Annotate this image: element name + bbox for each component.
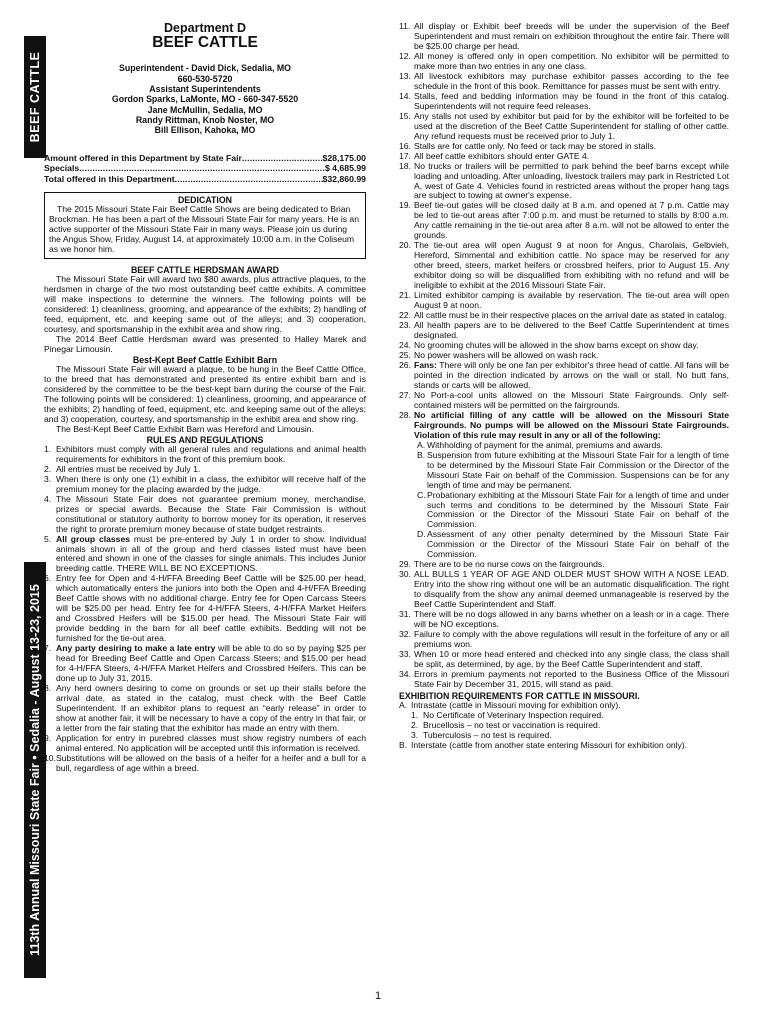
side-tab-beef-cattle — [24, 36, 46, 158]
rule-number: 14. — [399, 90, 411, 101]
rule-text: No power washers will be allowed on wash rack. — [414, 349, 599, 360]
rule-item — [399, 321, 729, 341]
rule-text: All cattle must be in their respective places on the arrival date as stated in catalog. — [414, 310, 727, 321]
amount-label: Total offered in this Department — [44, 173, 175, 184]
rule-item — [44, 495, 366, 535]
item-text: Intrastate (cattle in Missouri moving for exhibition only). — [411, 700, 621, 711]
rule-number: 4. — [44, 493, 52, 504]
amount-value: $28,175.00 — [322, 153, 366, 164]
rule-text: Stalls are for cattle only. No feed or tack may be stored in stalls. — [414, 140, 657, 151]
rule-number: 9. — [44, 732, 52, 743]
barn-paragraph: The Missouri State Fair will award a plaque, to be hung in the Beef Cattle Office, to the breed that has demonstrated and presented its entire exhibit barn and is considered by the committee to be the best-kept barn during the course of the Fair. The following points will be considered: 1) cleanliness, grooming, and appearance of the exhibits; 2) handling of feed, equipment, etc. and keeping same out of the alleys; and 3) cooperation, courtesy, and sportsmanship in the exhibit area and show ring. — [44, 363, 366, 424]
rule-number: 20. — [399, 240, 411, 251]
rule-number: 17. — [399, 150, 411, 161]
rule-text: No trucks or trailers will be permitted to park behind the beef barns except while loading and unloading. After unloading, livestock trailers may park in Restricted Lot A, west of Gate 4. Vehicles found in restricted areas without the proper hang tags are subject to towing at owner's expense. — [414, 160, 729, 201]
right-column — [399, 22, 729, 751]
rule-item — [399, 52, 729, 72]
rule-item — [417, 451, 729, 491]
rule-number: 30. — [399, 569, 411, 580]
rule-item — [399, 570, 729, 610]
item-marker: 3. — [411, 730, 419, 741]
rule-number: 7. — [44, 643, 52, 654]
rule-text: Exhibitors must comply with all general rules and regulations and animal health requirements for exhibitors in the front of this premium book. — [56, 443, 366, 464]
rules-list-left — [44, 445, 366, 774]
side-tab-label: BEEF CATTLE — [27, 51, 42, 143]
rule-item — [44, 644, 366, 684]
item-marker: B. — [399, 739, 408, 750]
rule-text: Withholding of payment for the animal, premiums and awards. — [427, 439, 663, 450]
rule-number: 19. — [399, 200, 411, 211]
rule-number: 16. — [399, 140, 411, 151]
rule-text: The tie-out area will open August 9 at noon for Angus, Charolais, Gelbvieh, Hereford, Simmental and exhibition cattle. No space may be reserved for any other breed, steers, market heifers or crossbred heifers, prior to August 15. Any exhibitor doing so will be disqualified from exhibiting with no refund and will be ineligible to exhibit at the 2016 Missouri State Fair. — [414, 240, 729, 291]
rule-number: 10. — [44, 752, 56, 763]
rule-text: Failure to comply with the above regulations will result in the forfeiture of any or all premiums won. — [414, 629, 729, 650]
rule-number: C. — [417, 489, 426, 500]
page-number: 1 — [375, 990, 382, 1002]
amount-row — [44, 163, 366, 173]
staff-line: Bill Ellison, Kahoka, MO — [154, 125, 256, 136]
rule-text: Assessment of any other penalty determined by the Missouri State Fair Commission or the Director of the Missouri State Fair on behalf of the Commission. — [427, 529, 729, 560]
staff-line: Jane McMullin, Sedalia, MO — [147, 104, 263, 115]
rule-number: 18. — [399, 160, 411, 171]
rule-number: 34. — [399, 668, 411, 679]
rule-text: All entries must be received by July 1. — [56, 463, 201, 474]
rule-number: 5. — [44, 533, 52, 544]
herdsman-paragraph: The 2014 Beef Cattle Herdsman award was presented to Halley Marek and Pinegar Limousin. — [44, 333, 366, 354]
rule-text — [56, 644, 366, 684]
exhibition-item — [399, 741, 729, 751]
rule-item — [44, 475, 366, 495]
rule-text: Stalls, feed and bedding information may be found in the front of this catalog. Superintendents will not require feed releases. — [414, 90, 729, 111]
rule-item — [399, 241, 729, 291]
rule-text: There will be no dogs allowed in any barns whether on a leash or in a cage. There will be NO exceptions. — [414, 609, 729, 630]
rule-number: 32. — [399, 629, 411, 640]
dedication-text: The 2015 Missouri State Fair Beef Cattle Shows are being dedicated to Brian Brockman. He has been a part of the Missouri State Fair for many years. He is an active supporter of the Missouri State Fair in many ways. Please join us during the Angus Show, Friday, August 14, at approximately 10:00 a.m. in the Coliseum as we honor him. — [49, 203, 359, 254]
rule-text — [414, 411, 729, 441]
rules-heading: RULES AND REGULATIONS — [146, 434, 264, 445]
rule-item — [399, 92, 729, 112]
rule-number: 26. — [399, 359, 411, 370]
rule-number: A. — [417, 439, 426, 450]
rule-number: 33. — [399, 649, 411, 660]
rule-bold-text: No artificial filling of any cattle will be allowed on the Missouri State Fairgrounds. No pumps will be allowed on the Missouri State Fairgrounds. Violation of this rule may result in any or all of the following: — [414, 409, 729, 440]
rule-item — [399, 650, 729, 670]
rule-bold-text: Any party desiring to make a late entry — [56, 643, 216, 654]
amount-value: $ 4,685.99 — [324, 163, 366, 174]
amount-label: Amount offered in this Department by State Fair — [44, 153, 242, 164]
amount-row — [44, 153, 366, 163]
rule-number: 1. — [44, 443, 52, 454]
dedication-box — [44, 192, 366, 259]
staff-line: Assistant Superintendents — [149, 83, 261, 94]
rule-text — [414, 361, 729, 391]
rule-item — [399, 670, 729, 690]
item-text: Brucellosis – no test or vaccination is required. — [423, 720, 601, 731]
rule-text: All display or Exhibit beef breeds will be under the supervision of the Beef Superintendent and must remain on exhibition throughout the entire fair. There will be $25.00 charge per head. — [414, 21, 729, 51]
barn-paragraph: The Best-Kept Beef Cattle Exhibit Barn was Hereford and Limousin. — [56, 423, 314, 434]
rule-bold-text: Fans: — [414, 359, 437, 370]
rule-item — [44, 535, 366, 575]
amount-row — [44, 174, 366, 184]
rule-text: All health papers are to be delivered to the Beef Cattle Superintendent at times designated. — [414, 320, 729, 341]
rule-number: 6. — [44, 573, 52, 584]
rule-text: No grooming chutes will be allowed in the show barns except on show day. — [414, 340, 699, 350]
rule-item — [44, 754, 366, 774]
rule-text: When there is only one (1) exhibit in a class, the exhibitor will receive half of the premium money for the placing awarded by the judge. — [56, 473, 366, 494]
rule-item — [44, 684, 366, 734]
rule-text: There are to be no nurse cows on the fairgrounds. — [414, 559, 605, 570]
rule-text: Application for entry in purebred classes must show registry numbers of each animal entered. No application will be accepted until this information is received. — [56, 732, 366, 753]
rule-text: When 10 or more head entered and checked into any single class, the class shall be split, as determined, by age, by the Beef Cattle Superintendent and staff. — [414, 649, 729, 669]
rule-rest-text: will be able to do so by paying $25 per head for Breeding Beef Cattle and Open Carcass Steers; and $15.00 per head for 4-H/FFA Steers, 4-H/FFA Market Heifers and Crossbred Heifers. This can be done up to July 31, 2015. — [56, 643, 366, 684]
rule-item — [44, 574, 366, 644]
rule-item — [417, 491, 729, 531]
rule-rest-text: must be pre-entered by July 1 in order to show. Individual animals shown in all of the group and herd classes listed must have been entered and shown in one of the classes for single animals. This includes Junior breeding cattle. THERE WILL BE NO EXCEPTIONS. — [56, 533, 366, 574]
rule-number: 28. — [399, 409, 411, 420]
side-tab-fair-info — [24, 562, 46, 978]
rule-number: 11. — [399, 21, 411, 31]
amount-value: $32,860.99 — [322, 173, 366, 184]
item-marker: A. — [399, 700, 408, 711]
amount-label: Specials — [44, 163, 80, 174]
rule-text: Entry fee for Open and 4-H/FFA Breeding Beef Cattle will be $25.00 per head, which automatically enters the juniors into both the Open and 4-H/FFA Breeding Beef Cattle shows with no additional charge. Entry fee for Open Carcass Steers will be $25.00 per head. Entry fee for 4-H/FFA Steers, 4-H/FFA Market Heifers and Crossbred Heifers will be $15.00 per head. The Missouri State Fair will provide bedding in the barn for all beef cattle exhibits. Bedding will not be furnished for the tie-out area. — [56, 573, 366, 644]
rule-number: D. — [417, 529, 426, 540]
rule-text: Probationary exhibiting at the Missouri State Fair for a length of time and under such terms and conditions to be determined by the Missouri State Fair Commission or the Director of the Missouri State Fair on behalf of the Commission. — [427, 489, 729, 530]
rule-number: 29. — [399, 559, 411, 570]
rule-rest-text: There will only be one fan per exhibitor's three head of cattle. All fans will be pointed in the direction indicated by arrows on the wall or stall. No butt fans, stands or carts will be allowed. — [414, 359, 729, 390]
rule-item — [399, 112, 729, 142]
rule-bold-text: All group classes — [56, 533, 131, 544]
rule-text: Substitutions will be allowed on the basis of a heifer for a heifer and a bull for a bull, regardless of age within a breed. — [56, 752, 366, 773]
rule-text: All beef cattle exhibitors should enter GATE 4. — [414, 150, 590, 161]
rule-item — [44, 445, 366, 465]
exhibition-sublist — [411, 711, 729, 741]
rule-text: Beef tie-out gates will be closed daily at 8 a.m. and opened at 7 p.m. Cattle may be led to tie-out areas after 7:00 p.m. and must be returned to stalls by 8:00 a.m. Any cattle remaining in the tie-out area after 8 a.m. will not be allowed to enter the grounds. — [414, 200, 729, 241]
rule-number: 12. — [399, 50, 411, 61]
rule-number: 23. — [399, 320, 411, 331]
rule-item — [44, 734, 366, 754]
rule-text: Any herd owners desiring to come on grounds or set up their stalls before the arrival date, as stated in the catalog, must check with the Beef Cattle Superintendent. If an exhibitor plans to request an “early release” in order to show at another fair, it will be necessary to have a copy of the entry in that fair, or a letter from the fair stating that the exhibitor has made an entry with them. — [56, 683, 366, 733]
rule-28-sublist — [417, 441, 729, 561]
rules-list-right — [399, 22, 729, 441]
rule-text: Errors in premium payments not reported to the Business Office of the Missouri State Fair by December 31, 2015, will stand as paid. — [414, 668, 729, 689]
staff-line: 660-530-5720 — [177, 73, 233, 84]
rules-list-right-continued — [399, 560, 729, 690]
left-column — [44, 22, 366, 774]
rule-item — [399, 291, 729, 311]
rule-item — [417, 530, 729, 560]
rule-item — [399, 162, 729, 202]
page-title: BEEF CATTLE — [152, 34, 258, 52]
rule-text: ALL BULLS 1 YEAR OF AGE AND OLDER MUST SHOW WITH A NOSE LEAD. Entry into the show ring without one will be an automatic disqualification. The right to disqualify from the show any animal deemed unmanageable is reserved by the Beef Cattle Superintendent and Staff. — [414, 569, 729, 610]
rule-number: 8. — [44, 683, 52, 694]
amounts-table — [44, 153, 366, 183]
rule-number: 3. — [44, 473, 52, 484]
rule-item — [399, 630, 729, 650]
rule-number: 2. — [44, 463, 52, 474]
item-text: Tuberculosis – no test is required. — [423, 730, 552, 741]
rule-number: 15. — [399, 110, 411, 121]
rule-text: Any stalls not used by exhibitor but paid for by the exhibitor will be forfeited to be used at the discretion of the Beef Cattle Superintendent for stalling of other cattle. Any refund requests must be received prior to July 1. — [414, 110, 729, 141]
rule-number: 21. — [399, 290, 411, 301]
staff-line: Superintendent - David Dick, Sedalia, MO — [118, 63, 292, 74]
rule-text: The Missouri State Fair does not guarantee premium money, merchandise, prizes or special awards. Because the State Fair Commission is without constitutional or statutory authority to borrow money for its operation, it reserves the right to prorate premium money because of state budget restraints. — [56, 493, 366, 534]
rule-item — [399, 391, 729, 411]
rule-item — [399, 610, 729, 630]
item-text: Interstate (cattle from another state entering Missouri for exhibition only). — [411, 739, 688, 750]
staff-line: Gordon Sparks, LaMonte, MO - 660-347-5520 — [111, 94, 299, 105]
item-marker: 1. — [411, 710, 419, 721]
rule-number: 24. — [399, 340, 411, 350]
exhibition-heading: EXHIBITION REQUIREMENTS FOR CATTLE IN MISSOURI. — [399, 690, 640, 701]
rule-text — [56, 535, 366, 575]
rule-text: All livestock exhibitors may purchase exhibitor passes according to the fee schedule in the front of this book. Remittance for passes must be sent with entry. — [414, 70, 729, 91]
rule-item — [399, 201, 729, 241]
herdsman-heading: BEEF CATTLE HERDSMAN AWARD — [130, 264, 280, 275]
rule-text: No Port-a-cool units allowed on the Missouri State Fairgrounds. Only self-contained misters will be permitted on the fairgrounds. — [414, 389, 729, 410]
rule-text: Limited exhibitor camping is available by reservation. The tie-out area will open August 9 at noon. — [414, 290, 729, 311]
dedication-heading: DEDICATION — [177, 194, 233, 205]
herdsman-paragraph: The Missouri State Fair will award two $80 awards, plus attractive plaques, to the herdsmen in charge of the two most outstanding beef cattle exhibits. A committee will make inspections to determine the winners. The following points will be considered: 1) cleanliness, grooming, and appearance of the exhibits; 2) handling of feed, equipment, etc. and keeping same out of the alleys; and 3) cooperation, courtesy, and sportsmanship in the exhibit area and show ring. — [44, 273, 366, 334]
rule-item — [399, 411, 729, 441]
side-tab-fair-label: 113th Annual Missouri State Fair • Sedalia - August 13-23, 2015 — [27, 584, 42, 956]
exhibition-list — [399, 741, 729, 751]
rule-text: All money is offered only in open competition. No exhibitor will be permitted to make more than two entries in any one class. — [414, 50, 729, 71]
department-label: Department D — [164, 21, 246, 35]
rule-number: 27. — [399, 389, 411, 400]
rule-number: 31. — [399, 609, 411, 620]
staff-line: Randy Rittman, Knob Noster, MO — [135, 114, 275, 125]
rule-number: 22. — [399, 310, 411, 321]
barn-heading: Best-Kept Beef Cattle Exhibit Barn — [132, 354, 278, 365]
rule-item — [399, 22, 729, 52]
rule-text: Suspension from future exhibiting at the Missouri State Fair for a length of time to be determined by the Missouri State Fair Commission or the Director of the Missouri State Fair on behalf of the Commission. Suspensions can be for any length of time and may be permanent. — [427, 449, 729, 490]
rule-number: 13. — [399, 70, 411, 81]
item-text: No Certificate of Veterinary Inspection required. — [423, 710, 604, 721]
rule-number: 25. — [399, 349, 411, 360]
staff-list — [44, 63, 366, 135]
item-marker: 2. — [411, 720, 419, 731]
rule-number: B. — [417, 449, 426, 460]
rule-item — [399, 72, 729, 92]
rule-item — [399, 361, 729, 391]
